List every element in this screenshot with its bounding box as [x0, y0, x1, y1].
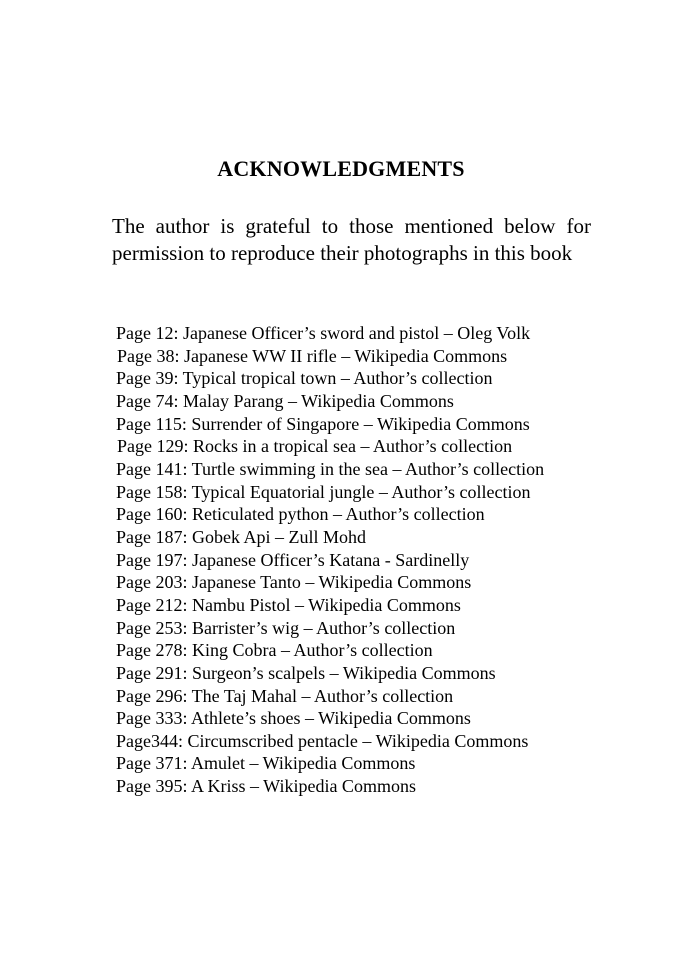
- page-title: ACKNOWLEDGMENTS: [217, 156, 465, 181]
- credit-line: Page 296: The Taj Mahal – Author’s collection: [116, 685, 454, 706]
- credit-line: Page344: Circumscribed pentacle – Wikipedia Commons: [116, 730, 529, 751]
- credit-line: Page 115: Surrender of Singapore – Wikipedia Commons: [116, 413, 530, 434]
- credit-line: Page 212: Nambu Pistol – Wikipedia Commons: [116, 594, 461, 615]
- credit-line: Page 203: Japanese Tanto – Wikipedia Commons: [116, 572, 472, 593]
- intro-paragraph: The author is grateful to those mentioned below for permission to reproduce their photographs in this book: [112, 214, 591, 265]
- credit-line: Page 371: Amulet – Wikipedia Commons: [116, 753, 416, 774]
- credit-line: Page 160: Reticulated python – Author’s collection: [116, 504, 485, 525]
- credit-line: Page 141: Turtle swimming in the sea – Author’s collection: [116, 458, 545, 479]
- credit-line: Page 12: Japanese Officer’s sword and pistol – Oleg Volk: [116, 323, 531, 343]
- credit-line: Page 333: Athlete’s shoes – Wikipedia Commons: [116, 708, 471, 729]
- credit-line: Page 129: Rocks in a tropical sea – Author’s collection: [117, 436, 513, 457]
- credit-line: Page 253: Barrister’s wig – Author’s collection: [116, 617, 456, 638]
- photo-credits-list: [116, 322, 656, 798]
- credit-line: Page 278: King Cobra – Author’s collection: [116, 640, 433, 661]
- credit-line: Page 187: Gobek Api – Zull Mohd: [116, 526, 366, 547]
- credit-line: Page 158: Typical Equatorial jungle – Author’s collection: [116, 481, 531, 502]
- credit-line: Page 39: Typical tropical town – Author’s collection: [116, 368, 493, 389]
- credit-line: Page 38: Japanese WW II rifle – Wikipedia Commons: [117, 345, 508, 366]
- credit-line: Page 197: Japanese Officer’s Katana - Sardinelly: [116, 549, 470, 570]
- credit-line: Page 395: A Kriss – Wikipedia Commons: [116, 776, 416, 797]
- credit-line: Page 291: Surgeon’s scalpels – Wikipedia Commons: [116, 662, 496, 683]
- credit-line: Page 74: Malay Parang – Wikipedia Commons: [116, 390, 454, 411]
